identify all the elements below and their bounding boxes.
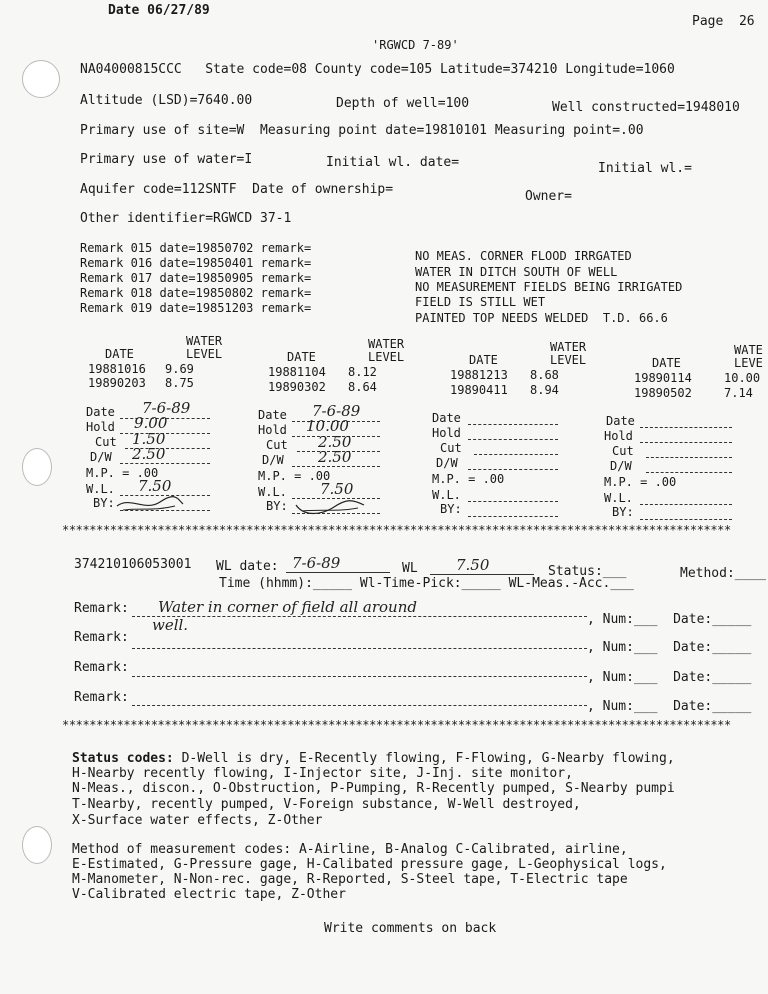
form3-by-label: BY: <box>440 502 462 516</box>
form2-date-label: Date <box>258 408 287 422</box>
remark-2-num-date[interactable]: , Num:___ Date:_____ <box>587 640 752 655</box>
footer-note: Write comments on back <box>324 921 497 936</box>
col1-row1-level: 9.69 <box>165 362 194 376</box>
other-identifier: Other identifier=RGWCD 37-1 <box>80 211 292 226</box>
col1-row1-date: 19881016 <box>88 362 146 376</box>
form1-cut-value[interactable]: 1.50 <box>132 430 166 448</box>
punch-hole-bottom <box>22 826 52 864</box>
form4-date-label: Date <box>606 414 635 428</box>
status-codes-line-3: N-Meas., discon., O-Obstruction, P-Pumping, R-Recently pumped, S-Nearby pumpi <box>72 781 675 796</box>
col1-water-header: WATER <box>186 334 223 348</box>
primary-use-water: Primary use of water=I <box>80 152 253 167</box>
col1-row2-level: 8.75 <box>165 376 194 390</box>
col2-row1-date: 19881104 <box>268 365 326 379</box>
form1-wl-label: W.L. <box>86 482 115 496</box>
method-codes-line-3: M-Manometer, N-Non-rec. gage, R-Reported, S-Steel tape, T-Electric tape <box>72 872 628 887</box>
site-id: 374210106053001 <box>74 557 192 572</box>
method-codes-line-1: Method of measurement codes: A-Airline, B-Analog C-Calibrated, airline, <box>72 842 628 857</box>
method-codes-line-2: E-Estimated, G-Pressure gage, H-Calibated pressure gage, L-Geophysical logs, <box>72 857 667 872</box>
punch-hole-middle <box>22 448 52 486</box>
remark-label-1: Remark: <box>74 601 129 616</box>
col3-water-header: WATER <box>550 340 587 354</box>
col4-water-header: WATE <box>734 343 763 357</box>
initial-wl: Initial wl.= <box>598 161 692 176</box>
report-date: Date 06/27/89 <box>108 3 210 18</box>
form2-cut-label: Cut <box>266 438 288 452</box>
status-codes-title: Status codes: <box>72 751 174 766</box>
form1-hold-label: Hold <box>86 420 115 434</box>
col2-row1-level: 8.12 <box>348 365 377 379</box>
form2-date-value[interactable]: 7-6-89 <box>312 402 361 420</box>
status-codes-text-1: D-Well is dry, E-Recently flowing, F-Flowing, G-Nearby flowing, <box>173 751 675 766</box>
col2-row2-level: 8.64 <box>348 380 377 394</box>
remark-017-text: NO MEASUREMENT FIELDS BEING IRRIGATED <box>415 280 683 294</box>
col2-row2-date: 19890302 <box>268 380 326 394</box>
form1-dw-label: D/W <box>90 450 112 464</box>
form2-hold-label: Hold <box>258 423 287 437</box>
col1-date-header: DATE <box>105 347 134 361</box>
form2-cut-value[interactable]: 2.50 <box>318 433 352 451</box>
form3-wl-label: W.L. <box>432 488 461 502</box>
col3-row1-date: 19881213 <box>450 368 508 382</box>
form2-mp-label: M.P. = .00 <box>258 469 331 483</box>
form1-mp-label: M.P. = .00 <box>86 466 159 480</box>
separator-bottom: ************************************************************************************************** <box>62 718 731 732</box>
form3-hold-label: Hold <box>432 426 461 440</box>
form1-hold-value[interactable]: 9.00 <box>134 414 168 432</box>
form1-dw-value[interactable]: 2.50 <box>132 445 166 463</box>
time-line[interactable]: Time (hhmm):_____ Wl-Time-Pick:_____ WL-Meas.-Acc.___ <box>219 576 634 591</box>
remark-label-4: Remark: <box>74 690 129 705</box>
remark-label-3: Remark: <box>74 660 129 675</box>
form1-date-value[interactable]: 7-6-89 <box>142 399 191 417</box>
well-constructed: Well constructed=1948010 <box>552 100 740 115</box>
wl-date-label: WL date: <box>216 559 279 574</box>
col3-date-header: DATE <box>469 353 498 367</box>
form2-signature-icon <box>292 497 367 517</box>
form4-dw-label: D/W <box>610 459 632 473</box>
wl-date-value[interactable]: 7-6-89 <box>292 554 341 572</box>
form1-signature-icon <box>115 494 185 514</box>
status-codes-line-4: T-Nearby, recently pumped, V-Foreign substance, W-Well destroyed, <box>72 797 581 812</box>
col2-water-header: WATER <box>368 337 405 351</box>
col4-row1-level: 10.00 <box>724 371 761 385</box>
form4-mp-label: M.P. = .00 <box>604 475 677 489</box>
form4-by-label: BY: <box>612 505 634 519</box>
remark-019: Remark 019 date=19851203 remark= <box>80 301 312 315</box>
remark-017: Remark 017 date=19850905 remark= <box>80 271 312 285</box>
remark-1-num-date[interactable]: , Num:___ Date:_____ <box>587 612 752 627</box>
remark-018: Remark 018 date=19850802 remark= <box>80 286 312 300</box>
form4-wl-label: W.L. <box>604 491 633 505</box>
owner: Owner= <box>525 189 572 204</box>
site-line-1: NA04000815CCC State code=08 County code=105 Latitude=374210 Longitude=1060 <box>80 62 675 77</box>
remark-015: Remark 015 date=19850702 remark= <box>80 241 312 255</box>
col3-row2-date: 19890411 <box>450 383 508 397</box>
col3-row2-level: 8.94 <box>530 383 559 397</box>
remark-018-text: FIELD IS STILL WET <box>415 295 546 309</box>
form4-hold-label: Hold <box>604 429 633 443</box>
form2-dw-value[interactable]: 2.50 <box>318 448 352 466</box>
report-title: 'RGWCD 7-89' <box>372 38 459 52</box>
form2-wl-value[interactable]: 7.50 <box>320 480 354 498</box>
page-number: Page 26 <box>692 14 755 29</box>
form2-dw-label: D/W <box>262 453 284 467</box>
status-codes-line-5: X-Surface water effects, Z-Other <box>72 813 323 828</box>
form1-wl-value[interactable]: 7.50 <box>138 477 172 495</box>
col1-level-header: LEVEL <box>186 347 223 361</box>
remark-016: Remark 016 date=19850401 remark= <box>80 256 312 270</box>
col4-row2-date: 19890502 <box>634 386 692 400</box>
remark-label-2: Remark: <box>74 630 129 645</box>
remark-015-text: NO MEAS. CORNER FLOOD IRRGATED <box>415 249 632 263</box>
remark-016-text: WATER IN DITCH SOUTH OF WELL <box>415 265 618 279</box>
col1-row2-date: 19890203 <box>88 376 146 390</box>
aquifer-code: Aquifer code=112SNTF Date of ownership= <box>80 182 394 197</box>
separator-top: ************************************************************************************************** <box>62 523 731 537</box>
col4-row2-level: 7.14 <box>724 386 753 400</box>
col3-level-header: LEVEL <box>550 353 587 367</box>
form2-by-label: BY: <box>266 499 288 513</box>
site-line-3: Primary use of site=W Measuring point date=19810101 Measuring point=.00 <box>80 123 644 138</box>
form1-cut-label: Cut <box>95 435 117 449</box>
status-field[interactable]: Status:___ <box>548 564 627 579</box>
altitude: Altitude (LSD)=7640.00 <box>80 93 253 108</box>
form2-hold-value[interactable]: 10.00 <box>306 417 349 435</box>
initial-wl-date: Initial wl. date= <box>326 155 460 170</box>
punch-hole-top <box>22 60 60 98</box>
method-codes-line-4: V-Calibrated electric tape, Z-Other <box>72 887 346 902</box>
well-depth: Depth of well=100 <box>336 96 470 111</box>
col2-date-header: DATE <box>287 350 316 364</box>
handwritten-remark-1[interactable]: Water in corner of field all around <box>158 598 417 616</box>
col3-row1-level: 8.68 <box>530 368 559 382</box>
remark-3-num-date[interactable]: , Num:___ Date:_____ <box>587 670 752 685</box>
form3-dw-label: D/W <box>436 456 458 470</box>
form3-date-label: Date <box>432 411 461 425</box>
handwritten-remark-2[interactable]: well. <box>152 616 189 634</box>
method-field[interactable]: Method:____ <box>680 566 767 581</box>
wl-value[interactable]: 7.50 <box>456 556 490 574</box>
col4-level-header: LEVE <box>734 356 763 370</box>
col2-level-header: LEVEL <box>368 350 405 364</box>
form1-date-label: Date <box>86 405 115 419</box>
remark-019-text: PAINTED TOP NEEDS WELDED T.D. 66.6 <box>415 311 668 325</box>
form2-wl-label: W.L. <box>258 485 287 499</box>
form3-mp-label: M.P. = .00 <box>432 472 505 486</box>
remark-4-num-date[interactable]: , Num:___ Date:_____ <box>587 699 752 714</box>
col4-row1-date: 19890114 <box>634 371 692 385</box>
status-codes-line-2: H-Nearby recently flowing, I-Injector site, J-Inj. site monitor, <box>72 766 573 781</box>
form4-cut-label: Cut <box>612 444 634 458</box>
form3-cut-label: Cut <box>440 441 462 455</box>
form1-by-label: BY: <box>93 496 115 510</box>
wl-label: WL <box>402 561 418 576</box>
status-codes-line-1 <box>72 751 675 766</box>
col4-date-header: DATE <box>652 356 681 370</box>
